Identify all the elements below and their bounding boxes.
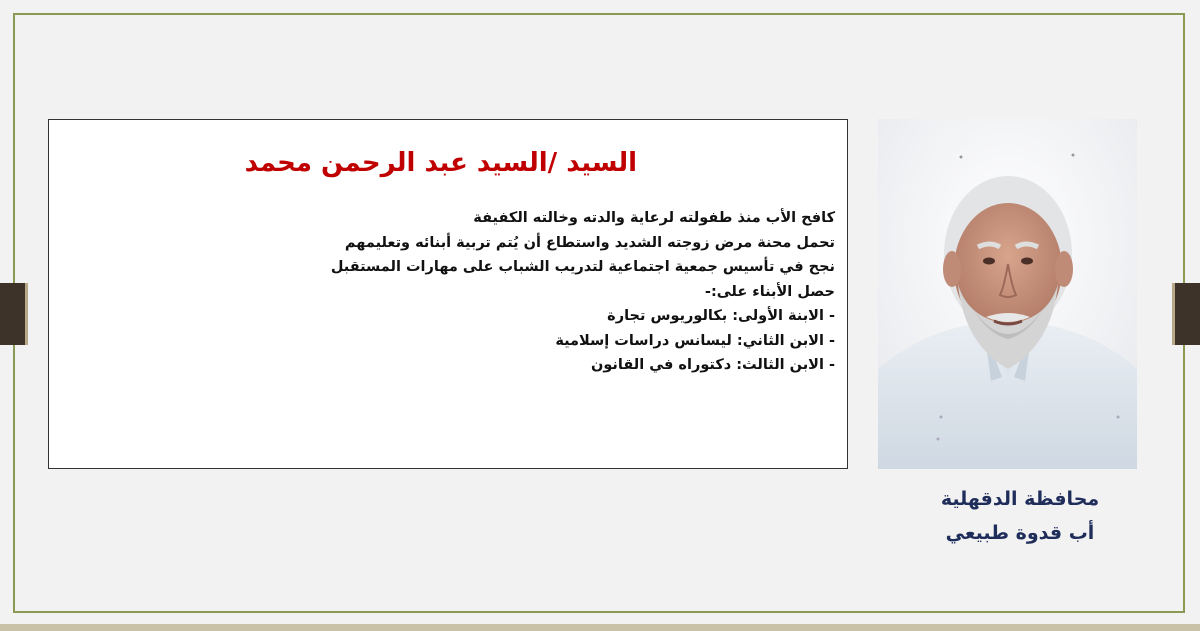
award-subtitle: أب قدوة طبيعي [945,522,1095,544]
bio-line: تحمل محنة مرض زوجته الشديد واستطاع أن يُتم تربية أبنائه وتعليمهم [344,234,835,251]
bio-list [75,206,835,378]
governorate-label: محافظة الدقهلية [940,488,1100,510]
bio-line: حصل الأبناء على:- [704,283,835,300]
bottom-rule [0,624,1200,631]
bio-line: نجح في تأسيس جمعية اجتماعية لتدريب الشباب على مهارات المستقبل [330,259,835,275]
bio-box [48,119,848,469]
caption [905,482,1135,550]
left-side-tab [0,283,28,345]
bio-line: كافح الأب منذ طفولته لرعاية والدته وخالته الكفيفة [473,210,835,226]
portrait-photo [878,119,1137,469]
portrait-illustration [878,119,1137,469]
person-name-title: السيد /السيد عبد الرحمن محمد [244,148,637,178]
bio-line: - الابنة الأولى: بكالوريوس تجارة [607,308,835,324]
bio-line: - الابن الثاني: ليسانس دراسات إسلامية [555,332,835,349]
right-side-tab [1172,283,1200,345]
bio-line: - الابن الثالث: دكتوراه في القانون [590,357,835,373]
